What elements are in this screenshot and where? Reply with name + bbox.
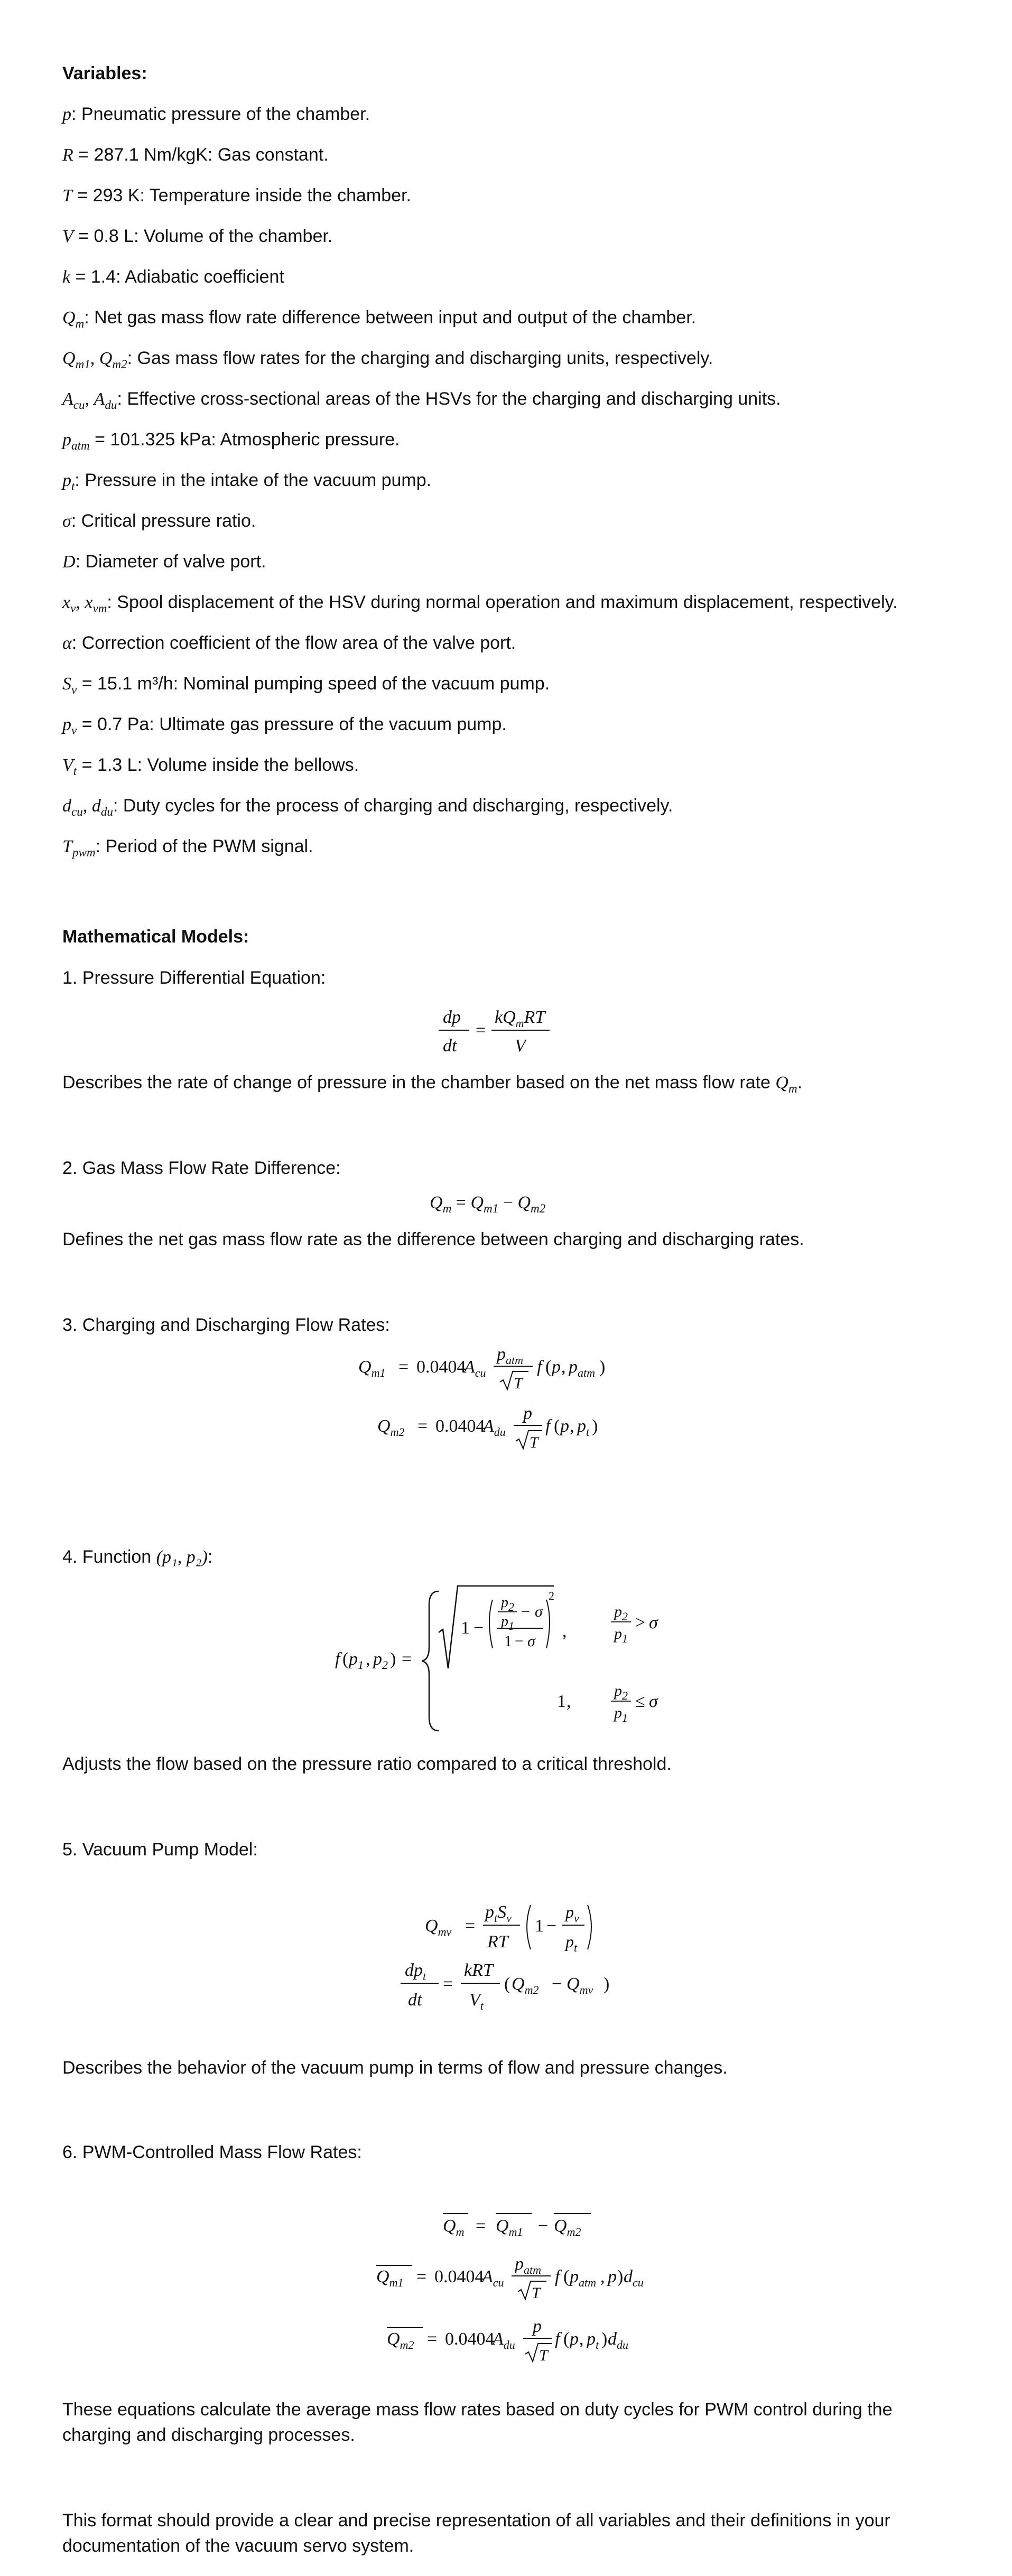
svg-text:−: −	[552, 1974, 562, 1994]
svg-text:pv: $p_v$	[565, 1902, 579, 1925]
svg-text:2: 2	[549, 1589, 554, 1602]
svg-text:dt: dt	[408, 1990, 422, 2010]
svg-text:V: V	[515, 1036, 526, 1056]
equation-vacuum-pump-pressure	[401, 1954, 739, 2017]
svg-text:(: (	[554, 1416, 560, 1436]
svg-text:dpt: $dp_t$	[405, 1961, 426, 1983]
equation-pressure-differential	[427, 1003, 586, 1066]
model6-desc-line2: charging and discharging processes.	[62, 2425, 355, 2445]
model5-desc: Describes the behavior of the vacuum pump in terms of flow and pressure changes.	[62, 2058, 728, 2078]
svg-text:(: (	[545, 1357, 552, 1377]
var-pt: $p_t$: Pressure in the intake of the vacuum pump.	[62, 470, 432, 493]
svg-text:p: p	[552, 1357, 561, 1377]
svg-text:patm: $p_{atm}$	[497, 1345, 523, 1367]
model6-title: 6. PWM-Controlled Mass Flow Rates:	[62, 2142, 362, 2162]
var-pv: $p_v = 0.7$ Pa: Ultimate gas pressure of the vacuum pump.	[62, 714, 507, 738]
variables-heading: Variables:	[62, 63, 147, 83]
svg-text:,: ,	[579, 2329, 584, 2349]
svg-text:p1: $p_1$	[349, 1649, 364, 1672]
svg-text:p: p	[560, 1416, 569, 1436]
svg-text:f: f	[335, 1649, 340, 1669]
svg-text:,: ,	[562, 1621, 567, 1641]
var-Acu-Adu: $A_{cu}$, $A_{du}$: Effective cross-sectional areas of the HSVs for the charging and discharging units.	[62, 389, 781, 412]
svg-text:Qm2: $Q_{m2}$	[377, 1416, 405, 1439]
svg-text:=: =	[416, 2267, 427, 2286]
svg-text:,: ,	[567, 1692, 571, 1711]
var-k: k = 1.4: Adiabatic coefficient	[62, 267, 284, 287]
svg-text:dt: dt	[443, 1036, 457, 1056]
svg-text:σ: σ	[649, 1692, 658, 1711]
svg-text:−: −	[473, 1618, 484, 1638]
var-sigma: σ: Critical pressure ratio.	[62, 511, 256, 531]
svg-text:=: =	[443, 1974, 453, 1994]
svg-text:p2: $p_2$	[501, 1594, 514, 1613]
model1-title: 1. Pressure Differential Equation:	[62, 968, 326, 988]
svg-text:patm: $p_{atm}$	[515, 2254, 541, 2276]
model2-desc: Defines the net gas mass flow rate as the difference between charging and discharging rates.	[62, 1229, 804, 1249]
svg-text:,: ,	[561, 1357, 566, 1377]
svg-text:patm: $p_{atm}$	[570, 2267, 596, 2289]
svg-text:): )	[604, 1974, 610, 1994]
svg-text:Acu: $A_{cu}$	[482, 2267, 504, 2289]
svg-text:): )	[601, 2329, 608, 2349]
svg-text:=: =	[465, 1916, 476, 1936]
model2-title: 2. Gas Mass Flow Rate Difference:	[62, 1158, 341, 1178]
equation-mass-flow-difference: $Q_m = Q_{m1} - Q_{m2}$	[430, 1193, 546, 1216]
svg-text:pt: $p_t$	[577, 1416, 590, 1439]
var-Qm: $Q_m$: Net gas mass flow rate difference between input and output of the chamber.	[62, 307, 697, 331]
closing-line2: documentation of the vacuum servo system.	[62, 2536, 414, 2556]
svg-text:Qm1: $Q_{m1}$	[496, 2216, 523, 2238]
closing-line1: This format should provide a clear and precise representation of all variables and their definitions in your	[62, 2510, 890, 2531]
svg-text:Qm2: $Q_{m2}$	[554, 2216, 581, 2238]
svg-text:ddu: $d_{du}$	[608, 2329, 628, 2351]
svg-text:p: p	[523, 1404, 532, 1423]
model4-desc: Adjusts the flow based on the pressure ratio compared to a critical threshold.	[62, 1754, 672, 1774]
svg-text:,: ,	[570, 1416, 574, 1436]
svg-text:0.0404: 0.0404	[445, 2329, 495, 2349]
svg-text:Qmv: $Q_{mv}$	[567, 1974, 593, 1996]
var-Qm1-Qm2: $Q_{m1}$, $Q_{m2}$: Gas mass flow rates for the charging and discharging units, respectively.	[62, 348, 713, 371]
model5-title: 5. Vacuum Pump Model:	[62, 1840, 258, 1860]
equation-charging-flow	[358, 1340, 707, 1398]
svg-text:Adu: $A_{du}$	[483, 1416, 506, 1439]
svg-text:−: −	[521, 1603, 530, 1620]
svg-text:T: T	[530, 1434, 539, 1451]
svg-text:=: =	[402, 1649, 412, 1669]
svg-text:f: f	[545, 1416, 551, 1436]
var-dcu-ddu: $d_{cu}$, $d_{du}$: Duty cycles for the process of charging and discharging, respectively.	[62, 796, 673, 819]
svg-text:=: =	[417, 1416, 428, 1436]
svg-text:p: p	[608, 2267, 617, 2286]
svg-text:(: (	[563, 2267, 570, 2286]
model3-title: 3. Charging and Discharging Flow Rates:	[62, 1315, 390, 1335]
svg-text:kRT: kRT	[464, 1961, 493, 1980]
svg-text:=: =	[476, 1021, 486, 1040]
svg-text:p1: $p_1$	[501, 1613, 514, 1632]
svg-text:): )	[390, 1649, 396, 1669]
var-Sv: $S_v = 15.1$ m³/h: Nominal pumping speed of the vacuum pump.	[62, 674, 550, 697]
model4-title: 4. Function (p₁, p₂):	[62, 1547, 213, 1567]
svg-text:=: =	[398, 1357, 409, 1377]
svg-text:0.0404: 0.0404	[416, 1357, 466, 1377]
svg-text:p2: $p_2$	[373, 1649, 388, 1672]
svg-text:p: p	[533, 2317, 542, 2336]
model1-desc: Describes the rate of change of pressure in the chamber based on the net mass flow rate $Q_m$.	[62, 1072, 803, 1096]
svg-text:f: f	[555, 2329, 560, 2349]
var-R: R = 287.1 Nm/kgK: Gas constant.	[62, 145, 329, 165]
svg-text:−: −	[546, 1916, 557, 1936]
svg-text:−: −	[515, 1632, 524, 1650]
svg-text:T: T	[514, 1375, 523, 1392]
svg-text:T: T	[532, 2284, 541, 2302]
equation-pwm-discharging-flow	[387, 2312, 767, 2370]
model6-desc-line1: These equations calculate the average mass flow rates based on duty cycles for PWM control during the	[62, 2400, 893, 2420]
svg-text:,: ,	[600, 2267, 605, 2286]
svg-text:Qm: $Q_m$	[443, 2216, 465, 2238]
svg-text:1: 1	[557, 1692, 566, 1711]
svg-text:): )	[592, 1416, 598, 1436]
svg-text:): )	[617, 2267, 624, 2286]
svg-text:=: =	[476, 2216, 486, 2236]
var-D: D: Diameter of valve port.	[62, 552, 266, 572]
var-alpha: α: Correction coefficient of the flow area of the valve port.	[62, 633, 516, 653]
svg-text:(: (	[342, 1649, 349, 1669]
var-p: p: Pneumatic pressure of the chamber.	[62, 104, 370, 124]
var-Tpwm: $T_{pwm}$: Period of the PWM signal.	[62, 836, 313, 860]
equation-flow-function	[335, 1584, 768, 1748]
svg-text:Qm2: $Q_{m2}$	[387, 2329, 414, 2351]
svg-text:p2: $p_2$	[614, 1682, 628, 1702]
equation-pwm-charging-flow	[376, 2250, 757, 2308]
svg-text:Adu: $A_{du}$	[493, 2329, 515, 2351]
svg-text:0.0404: 0.0404	[435, 1416, 485, 1436]
svg-text:>: >	[635, 1613, 646, 1632]
var-Vt: $V_t = 1.3$ L: Volume inside the bellows.	[62, 755, 359, 778]
svg-text:p2: $p_2$	[614, 1603, 628, 1623]
svg-text:Qm2: $Q_{m2}$	[512, 1974, 539, 1996]
svg-text:(: (	[504, 1974, 510, 1994]
equation-discharging-flow	[377, 1399, 726, 1457]
var-V: V = 0.8 L: Volume of the chamber.	[62, 226, 333, 246]
svg-text:(: (	[563, 2329, 570, 2349]
svg-text:1: 1	[461, 1618, 470, 1638]
svg-text:,: ,	[366, 1649, 370, 1669]
svg-text:σ: σ	[649, 1613, 658, 1632]
svg-text:Qmv: $Q_{mv}$	[425, 1916, 452, 1938]
svg-text:patm: $p_{atm}$	[569, 1357, 595, 1379]
svg-text:Qm1: $Q_{m1}$	[358, 1357, 386, 1379]
var-xv-xvm: $x_v$, $x_{vm}$: Spool displacement of the HSV during normal operation and maximum displacement, respectively.	[62, 592, 898, 615]
svg-text:−: −	[538, 2216, 549, 2236]
svg-text:ptSv: $p_tS_v$	[485, 1902, 512, 1925]
svg-text:≤: ≤	[635, 1692, 645, 1711]
equation-vacuum-pump-flow	[425, 1896, 763, 1959]
equation-pwm-net-flow	[443, 2207, 707, 2244]
svg-text:Vt: $V_t$	[469, 1990, 484, 2012]
svg-text:1: 1	[535, 1916, 544, 1936]
svg-text:p1: $p_1$	[614, 1625, 628, 1645]
svg-text:dp: dp	[443, 1007, 461, 1027]
svg-text:σ: σ	[535, 1603, 543, 1620]
svg-text:p: p	[570, 2329, 579, 2349]
models-heading: Mathematical Models:	[62, 927, 249, 947]
svg-text:1: 1	[504, 1632, 512, 1650]
svg-text:dcu: $d_{cu}$	[624, 2267, 644, 2289]
svg-text:Qm1: $Q_{m1}$	[376, 2267, 404, 2289]
svg-text:=: =	[427, 2329, 438, 2349]
svg-text:kQmRT: $kQ_mRT$	[495, 1007, 545, 1030]
svg-text:Acu: $A_{cu}$	[464, 1357, 486, 1379]
svg-text:): )	[599, 1357, 606, 1377]
svg-text:T: T	[539, 2347, 548, 2364]
svg-text:f: f	[555, 2267, 560, 2286]
svg-text:pt: $p_t$	[565, 1932, 578, 1954]
svg-text:f: f	[537, 1357, 542, 1377]
svg-text:RT: RT	[487, 1932, 508, 1952]
var-patm: $p_{atm} = 101.325$ kPa: Atmospheric pressure.	[62, 430, 400, 453]
svg-text:σ: σ	[527, 1632, 535, 1650]
var-T: T = 293 K: Temperature inside the chamber.	[62, 185, 411, 206]
svg-text:0.0404: 0.0404	[434, 2267, 484, 2286]
svg-text:pt: $p_t$	[587, 2329, 599, 2351]
svg-text:p1: $p_1$	[614, 1704, 628, 1724]
